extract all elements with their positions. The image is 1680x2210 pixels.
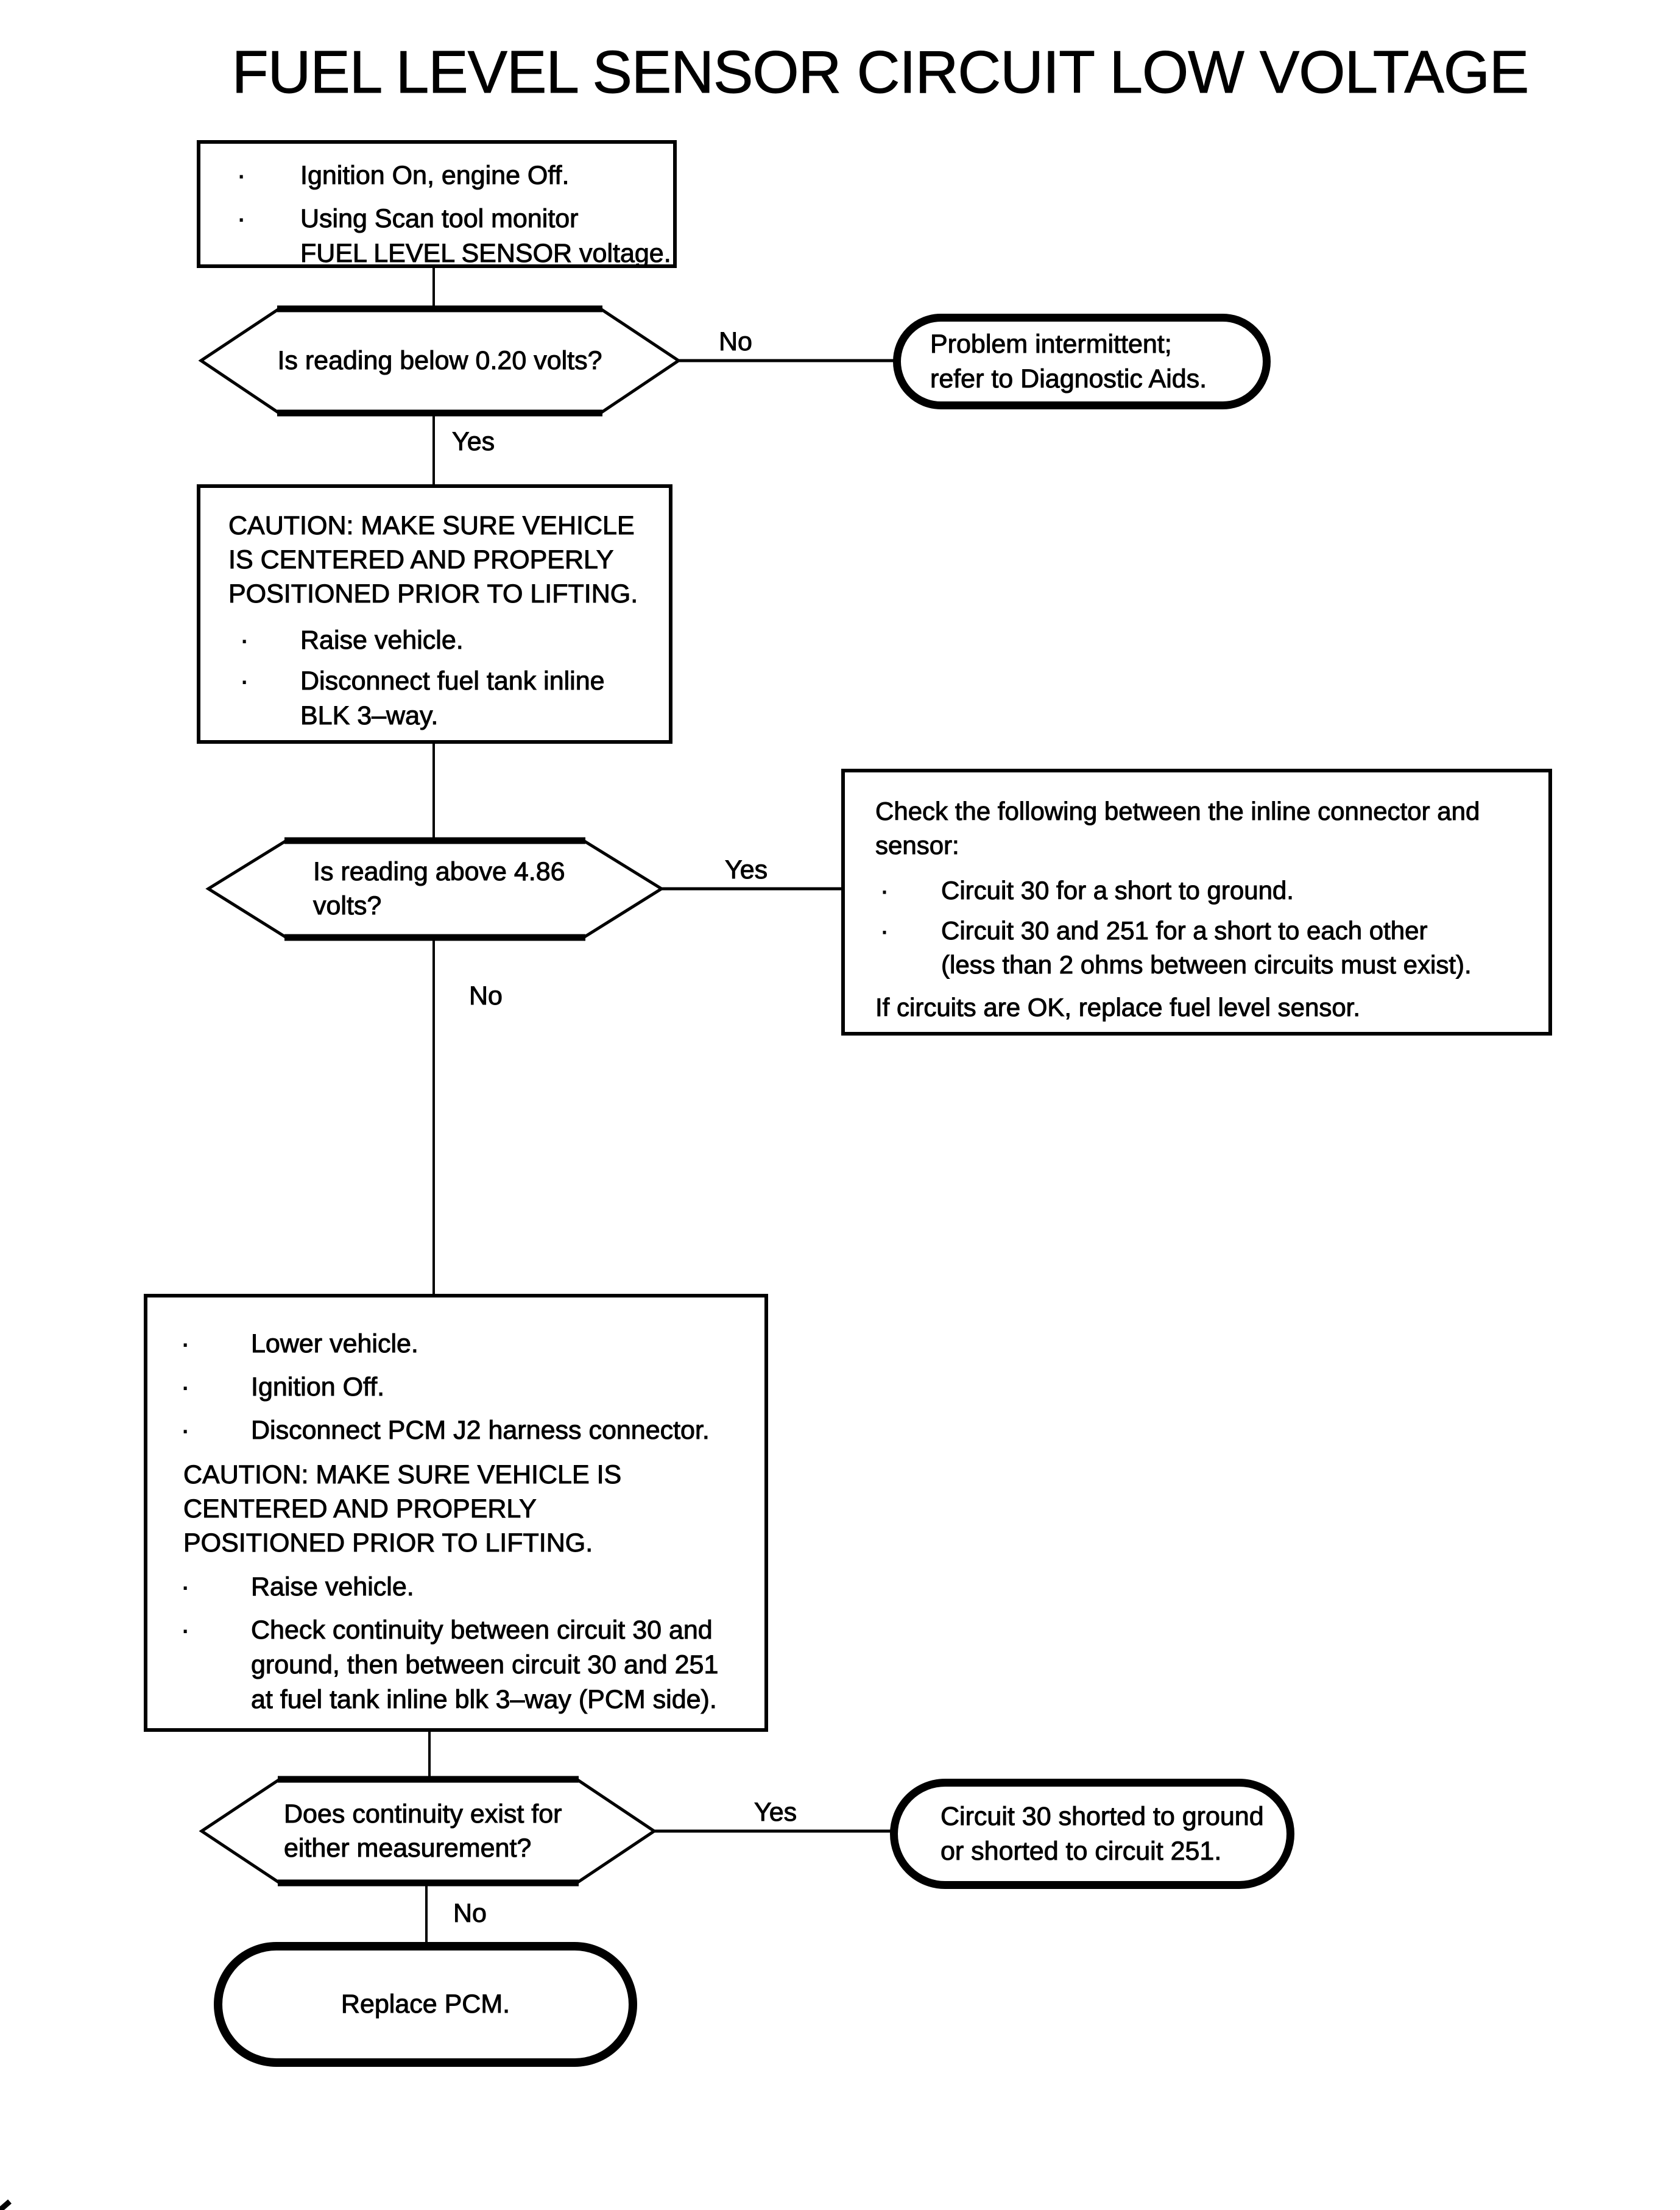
bullet-icon: · [181,1572,190,1601]
branch-label-no: No [469,981,503,1011]
list-item [228,664,669,733]
decision3-line: Does continuity exist for [284,1799,562,1829]
branch-label-yes: Yes [452,427,495,456]
check-text: Circuit 30 and 251 for a short to each other [941,916,1428,945]
terminal-text: refer to Diagnostic Aids. [930,364,1207,394]
bullet-icon: · [237,204,246,233]
terminal-replace-pcm [214,1942,637,2067]
step-text: Using Scan tool monitor [300,204,579,233]
decision2-question [313,855,565,923]
caution-raise-vehicle-box [197,484,672,744]
bullet-icon: · [181,1615,190,1645]
check-intro: sensor: [875,831,959,860]
list-item [172,1370,764,1405]
caution-text: POSITIONED PRIOR TO LIFTING. [183,1528,593,1558]
bullet-icon: · [880,876,889,905]
bullet-icon: · [181,1416,190,1445]
step-text: BLK 3–way. [300,701,439,730]
decision3-line: either measurement? [284,1834,532,1863]
decision3-question [284,1797,562,1865]
list-item [228,623,669,658]
check-text: (less than 2 ohms between circuits must exist). [941,950,1472,979]
terminal-circuit-shorted [890,1779,1294,1889]
step-text: at fuel tank inline blk 3–way (PCM side). [251,1685,717,1714]
bullet-icon: · [181,1329,190,1358]
step-text: Ignition Off. [251,1372,385,1402]
list-item [875,914,1548,982]
branch-label-no: No [719,327,752,356]
page-corner-mark [0,2201,10,2210]
check-circuits-box [841,769,1552,1036]
step-text: Raise vehicle. [300,626,464,655]
bullet-icon: · [181,1372,190,1402]
list-item [875,874,1548,908]
step-text: FUEL LEVEL SENSOR voltage. [300,239,671,268]
caution-text: CAUTION: MAKE SURE VEHICLE IS [183,1460,622,1489]
check-intro: Check the following between the inline connector and [875,797,1480,825]
bullet-icon: · [240,666,249,696]
step-text: Disconnect PCM J2 harness connector. [251,1416,710,1445]
check-footer: If circuits are OK, replace fuel level sensor. [875,993,1361,1022]
terminal-text: or shorted to circuit 251. [941,1836,1222,1866]
start-box [197,140,677,268]
step-text: ground, then between circuit 30 and 251 [251,1650,719,1679]
list-item [200,158,673,193]
bullet-icon: · [237,161,246,190]
terminal-problem-intermittent [893,314,1271,409]
decision2-line: volts? [313,891,382,920]
terminal-text: Circuit 30 shorted to ground [941,1801,1264,1831]
list-item [172,1327,764,1361]
decision1-question: Is reading below 0.20 volts? [277,346,602,375]
terminal-text: Replace PCM. [341,1989,510,2019]
caution-text: POSITIONED PRIOR TO LIFTING. [228,579,638,609]
lower-vehicle-box [144,1294,768,1732]
branch-label-no: No [453,1899,487,1928]
decision2-line: Is reading above 4.86 [313,857,565,886]
terminal-text: Problem intermittent; [930,329,1172,359]
branch-label-yes: Yes [754,1798,797,1827]
step-text: Disconnect fuel tank inline [300,666,605,696]
list-item [200,202,673,271]
bullet-icon: · [880,916,889,945]
list-item [172,1413,764,1448]
page-title: FUEL LEVEL SENSOR CIRCUIT LOW VOLTAGE [231,38,1529,105]
caution-text: IS CENTERED AND PROPERLY [228,545,614,574]
caution-text: CAUTION: MAKE SURE VEHICLE [228,511,635,540]
step-text: Raise vehicle. [251,1572,414,1601]
step-text: Lower vehicle. [251,1329,418,1358]
step-text: Ignition On, engine Off. [300,161,570,190]
caution-text: CENTERED AND PROPERLY [183,1494,537,1523]
check-text: Circuit 30 for a short to ground. [941,876,1294,905]
list-item [172,1570,764,1605]
branch-label-yes: Yes [725,855,768,884]
bullet-icon: · [240,626,249,655]
list-item [172,1613,764,1717]
step-text: Check continuity between circuit 30 and [251,1615,713,1645]
